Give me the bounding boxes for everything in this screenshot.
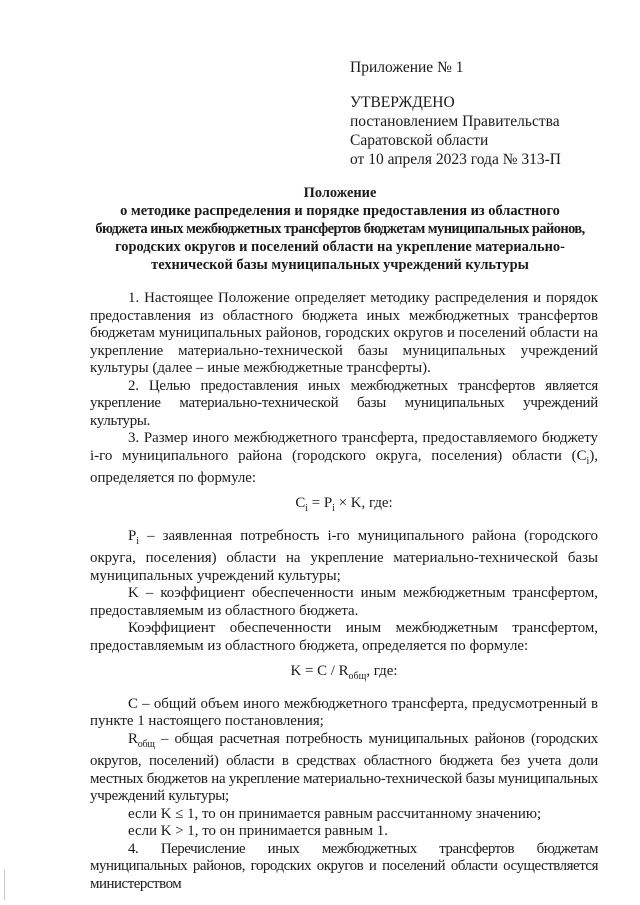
approval-line-2: Саратовской области bbox=[350, 132, 489, 149]
appendix-number: Приложение № 1 bbox=[350, 59, 464, 76]
paragraph-c: C – общий объем иного межбюджетного трансферта, предусмотренный в пункте 1 настоящего постановления; bbox=[90, 695, 598, 730]
title-line-2: бюджета иных межбюджетных трансфертов бюджетам муниципальных районов, bbox=[95, 221, 585, 237]
approval-line-3: от 10 апреля 2023 года № 313-П bbox=[350, 151, 561, 168]
paragraph-k-gt-1: если K > 1, то он принимается равным 1. bbox=[128, 823, 388, 840]
scan-edge-mark bbox=[4, 870, 5, 900]
formula-ci: $C_i = P_i \times K$, где: bbox=[295, 495, 393, 515]
paragraph-k-formula-intro: Коэффициент обеспеченности иным межбюджетным трансфертом, предоставляемым из областного бюджета, определяется по формуле: bbox=[90, 620, 598, 654]
approval-line-1: постановлением Правительства bbox=[350, 113, 560, 130]
title-heading: Положение bbox=[303, 185, 377, 201]
paragraph-1: 1. Настоящее Положение определяет методику распределения и порядок предоставления из областного бюджета иных межбюджетных трансфертов бюджетам муниципальных районов, городских округов и поселений области на укрепление материально-технической базы муниципальных учреждений культуры (далее – иные межбюджетные трансферты). bbox=[90, 290, 598, 376]
paragraph-k: K – коэффициент обеспеченности иным межбюджетным трансфертом, предоставляемым из областного бюджета. bbox=[90, 585, 598, 619]
paragraph-4: 4. Перечисление иных межбюджетных трансфертов бюджетам муниципальных районов, городских округов и поселений области осуществляется министерством bbox=[90, 840, 598, 892]
paragraph-robsh: $R_{общ}$ – общая расчетная потребность муниципальных районов (городских округов, поселений) области в средствах областного бюджета без учета доли местных бюджетов на укрепление материально-технической базы муниципальных учреждений культуры; bbox=[90, 730, 598, 805]
paragraph-2: 2. Целью предоставления иных межбюджетных трансфертов является укрепление материально-технической базы муниципальных учреждений культуры. bbox=[90, 377, 598, 429]
document-body bbox=[90, 290, 598, 893]
document-title bbox=[70, 184, 610, 274]
paragraph-pi: $P_i$ – заявленная потребность i-го муниципального района (городского округа, поселения) области на укрепление материально-технической базы муниципальных учреждений культуры; bbox=[90, 527, 598, 584]
title-line-1: о методике распределения и порядке предоставления из областного bbox=[120, 203, 560, 219]
paragraph-k-le-1: если K ≤ 1, то он принимается равным рассчитанному значению; bbox=[128, 805, 542, 822]
title-line-4: технической базы муниципальных учреждений культуры bbox=[151, 257, 529, 273]
paragraph-3: 3. Размер иного межбюджетного трансферта, предоставляемого бюджету i-го муниципального района (городского округа, поселения) области $(C_i)$, определяется по формуле: bbox=[90, 430, 598, 486]
formula-k: $K = C / R_{общ}$, где: bbox=[290, 663, 398, 683]
title-line-3: городских округов и поселений области на укрепление материально- bbox=[115, 239, 565, 255]
approved-label: УТВЕРЖДЕНО bbox=[350, 94, 455, 111]
approval-header bbox=[350, 58, 620, 169]
